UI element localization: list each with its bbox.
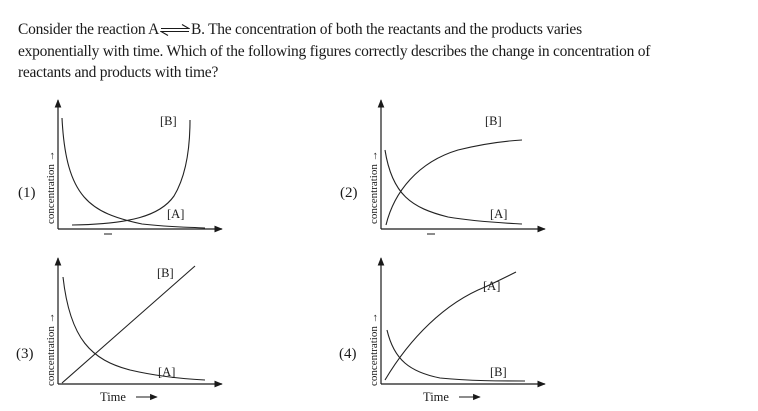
y-axis-label: concentration → [368,150,380,224]
option-label-1: (1) [18,185,36,201]
curve-label-b: [B] [160,114,177,128]
figure-option-2[interactable] [340,100,545,234]
question-line-1: Consider the reaction A B. The concentration of both the reactants and the products varies [18,21,582,38]
y-axis-label: concentration → [45,312,57,386]
curve-label-b: [B] [485,114,502,128]
curve-label-a: [A] [483,279,501,293]
option-label-4: (4) [339,346,357,362]
curve-label-a: [A] [167,207,185,221]
curve-label-b: [B] [490,365,507,379]
figure-option-4[interactable] [339,258,545,404]
x-axis-label: Time [100,390,126,404]
y-axis-label: concentration → [45,150,57,224]
option-label-2: (2) [340,185,358,201]
figure-option-1[interactable] [18,100,222,234]
curve-a [63,277,205,380]
x-axis-label: Time [423,390,449,404]
curve-label-a: [A] [490,207,508,221]
question-line-3: reactants and products with time? [18,64,219,81]
question-line-2: exponentially with time. Which of the following figures correctly describes the change in concentration of [18,42,651,60]
y-axis-label: concentration → [368,312,380,386]
figure-option-3[interactable] [16,258,222,404]
option-label-3: (3) [16,346,34,362]
curve-label-a: [A] [158,365,176,379]
curve-label-b: [B] [157,266,174,280]
